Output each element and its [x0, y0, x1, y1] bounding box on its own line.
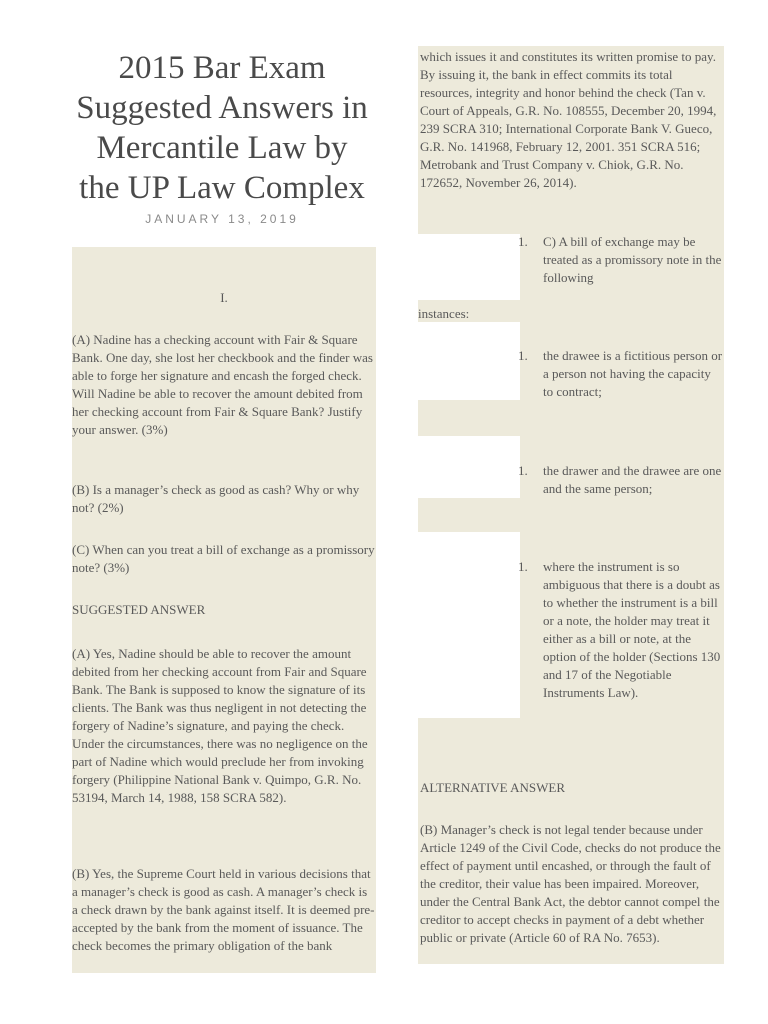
list-number: 1. — [518, 234, 528, 249]
question-b: (B) Is a manager’s check as good as cash? Why or why not? (2%) — [72, 482, 360, 515]
title-line: Mercantile Law by — [96, 130, 348, 166]
post-date: JANUARY 13, 2019 — [145, 212, 299, 226]
alternative-answer-heading: ALTERNATIVE ANSWER — [420, 780, 566, 795]
answer-c-intro: C) A bill of exchange may be treated as a promissory note in the following — [543, 234, 722, 285]
list-number: 1. — [518, 559, 528, 574]
list-number: 1. — [518, 348, 528, 363]
question-a: (A) Nadine has a checking account with Fair & Square Bank. One day, she lost her checkbook and the finder was able to forge her signature and encash the forged check. Will Nadine be able to recover the amount debited from her checking account from Fair & Square Bank? Justify your answer. (3%) — [72, 332, 373, 437]
instances-label: instances: — [418, 306, 470, 321]
question-c: (C) When can you treat a bill of exchange as a promissory note? (3%) — [72, 542, 375, 575]
list-item-ambiguous-instrument: where the instrument is so ambiguous that there is a doubt as to whether the instrument is a bill or a note, the holder may treat it either as a bill or note, at the option of the holder (Sections 130 and 17 of the Negotiable Instruments Law). — [543, 559, 721, 700]
list-item-fictitious-drawee: the drawee is a fictitious person or a person not having the capacity to contract; — [543, 348, 723, 399]
list-number: 1. — [518, 463, 528, 478]
title-line: 2015 Bar Exam — [118, 50, 326, 86]
right-panel-gap1 — [418, 400, 520, 436]
answer-a: (A) Yes, Nadine should be able to recover the amount debited from her checking account from Fair and Square Bank. The Bank is supposed to know the signature of its clients. The Bank was thus negligent in not detecting the forgery of Nadine’s signature, and paying the check. Under the circumstances, there was no negligence on the part of Nadine which would preclude her from invoking forgery (Philippine National Bank v. Quimpo, G.R. No. 53194, March 14, 1988, 158 SCRA 582). — [72, 646, 368, 805]
title-line: Suggested Answers in — [76, 90, 368, 126]
suggested-answer-heading: SUGGESTED ANSWER — [72, 602, 206, 617]
right-panel-gap2 — [418, 498, 520, 532]
alternative-answer-b: (B) Manager’s check is not legal tender because under Article 1249 of the Civil Code, checks do not produce the effect of payment until encashed, or through the fault of the creditor, their value has been impaired. Moreover, under the Central Bank Act, the debtor cannot compel the creditor to accept checks in payment of a debt whether public or private (Article 60 of RA No. 7653). — [420, 822, 721, 945]
page-title — [62, 48, 382, 208]
list-item-same-person: the drawer and the drawee are one and the same person; — [543, 463, 722, 496]
title-line: the UP Law Complex — [79, 170, 365, 206]
section-numeral: I. — [220, 290, 228, 305]
answer-b-continuation: which issues it and constitutes its written promise to pay. By issuing it, the bank in effect commits its total resources, integrity and honor behind the check (Tan v. Court of Appeals, G.R. No. 108555, December 20, 1994, 239 SCRA 310; International Corporate Bank V. Gueco, G.R. No. 141968, February 12, 2001. 351 SCRA 516; Metrobank and Trust Company v. Chiok, G.R. No. 172652, November 26, 2014). — [420, 49, 717, 190]
answer-b: (B) Yes, the Supreme Court held in various decisions that a manager’s check is good as cash. A manager’s check is a check drawn by the bank against itself. It is deemed pre-accepted by the bank from the moment of issuance. The check becomes the primary obligation of the bank — [72, 866, 375, 953]
